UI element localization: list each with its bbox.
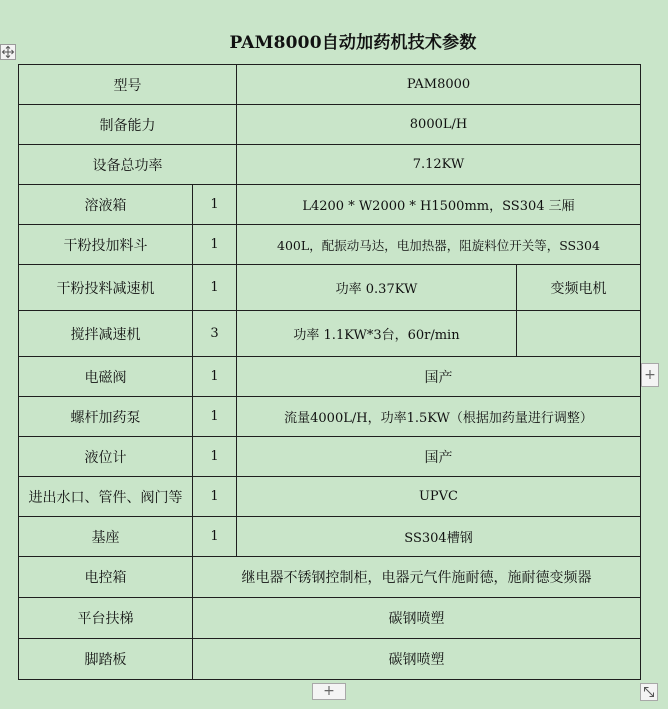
table-cell-spec[interactable]: L4200 * W2000 * H1500mm，SS304 三厢: [237, 185, 641, 225]
table-row: [19, 639, 641, 680]
table-cell-spec[interactable]: 碳钢喷塑: [193, 598, 641, 639]
table-row: [19, 105, 641, 145]
table-cell-spec[interactable]: 400L，配振动马达，电加热器，阻旋料位开关等，SS304: [237, 225, 641, 265]
add-column-button[interactable]: +: [641, 363, 659, 387]
table-cell-qty[interactable]: 1: [193, 517, 237, 557]
table-cell-label[interactable]: 干粉投料减速机: [19, 265, 193, 311]
table-cell-label[interactable]: 电磁阀: [19, 357, 193, 397]
table-cell-label[interactable]: 进出水口、管件、阀门等: [19, 477, 193, 517]
table-cell-label[interactable]: 螺杆加药泵: [19, 397, 193, 437]
table-cell-spec[interactable]: 国产: [237, 357, 641, 397]
table-cell-qty[interactable]: 1: [193, 225, 237, 265]
table-cell-label[interactable]: 电控箱: [19, 557, 193, 598]
table-cell-qty[interactable]: 1: [193, 265, 237, 311]
table-cell-qty[interactable]: 1: [193, 185, 237, 225]
table-cell-spec[interactable]: 流量4000L/H，功率1.5KW（根据加药量进行调整）: [237, 397, 641, 437]
table-row: [19, 397, 641, 437]
table-cell-label[interactable]: 脚踏板: [19, 639, 193, 680]
table-row: [19, 598, 641, 639]
table-row: [19, 225, 641, 265]
table-cell-spec[interactable]: 功率 0.37KW: [237, 265, 517, 311]
table-cell-label[interactable]: 液位计: [19, 437, 193, 477]
table-cell-spec[interactable]: 功率 1.1KW*3台，60r/min: [237, 311, 517, 357]
table-cell-spec[interactable]: 国产: [237, 437, 641, 477]
table-resize-handle[interactable]: [640, 683, 658, 701]
table-cell-extra[interactable]: [517, 311, 641, 357]
spec-table: [18, 64, 641, 680]
document-title: PAM8000自动加药机技术参数: [229, 33, 477, 53]
table-row: [19, 265, 641, 311]
table-row: [19, 517, 641, 557]
resize-icon: [641, 684, 657, 700]
table-cell-label[interactable]: 平台扶梯: [19, 598, 193, 639]
table-cell-spec[interactable]: UPVC: [237, 477, 641, 517]
table-cell-label[interactable]: 干粉投加料斗: [19, 225, 193, 265]
table-row: [19, 557, 641, 598]
table-row: [19, 311, 641, 357]
table-row: [19, 185, 641, 225]
table-cell-extra[interactable]: 变频电机: [517, 265, 641, 311]
move-icon: [1, 45, 15, 59]
table-cell-label[interactable]: 溶液箱: [19, 185, 193, 225]
table-cell-qty[interactable]: 1: [193, 397, 237, 437]
table-row: [19, 65, 641, 105]
table-cell-qty[interactable]: 3: [193, 311, 237, 357]
table-cell-spec[interactable]: SS304槽钢: [237, 517, 641, 557]
table-move-handle[interactable]: [0, 44, 16, 60]
add-row-button[interactable]: +: [312, 683, 346, 700]
table-cell-value[interactable]: 8000L/H: [237, 105, 641, 145]
table-cell-label[interactable]: 基座: [19, 517, 193, 557]
table-cell-value[interactable]: PAM8000: [237, 65, 641, 105]
table-row: [19, 477, 641, 517]
table-cell-spec[interactable]: 继电器不锈钢控制柜，电器元气件施耐德，施耐德变频器: [193, 557, 641, 598]
table-row: [19, 357, 641, 397]
table-row: [19, 145, 641, 185]
table-cell-value[interactable]: 7.12KW: [237, 145, 641, 185]
table-cell-qty[interactable]: 1: [193, 357, 237, 397]
table-cell-label[interactable]: 设备总功率: [19, 145, 237, 185]
table-cell-label[interactable]: 制备能力: [19, 105, 237, 145]
table-cell-spec[interactable]: 碳钢喷塑: [193, 639, 641, 680]
table-row: [19, 437, 641, 477]
table-cell-label[interactable]: 搅拌减速机: [19, 311, 193, 357]
table-cell-label[interactable]: 型号: [19, 65, 237, 105]
table-cell-qty[interactable]: 1: [193, 477, 237, 517]
table-cell-qty[interactable]: 1: [193, 437, 237, 477]
